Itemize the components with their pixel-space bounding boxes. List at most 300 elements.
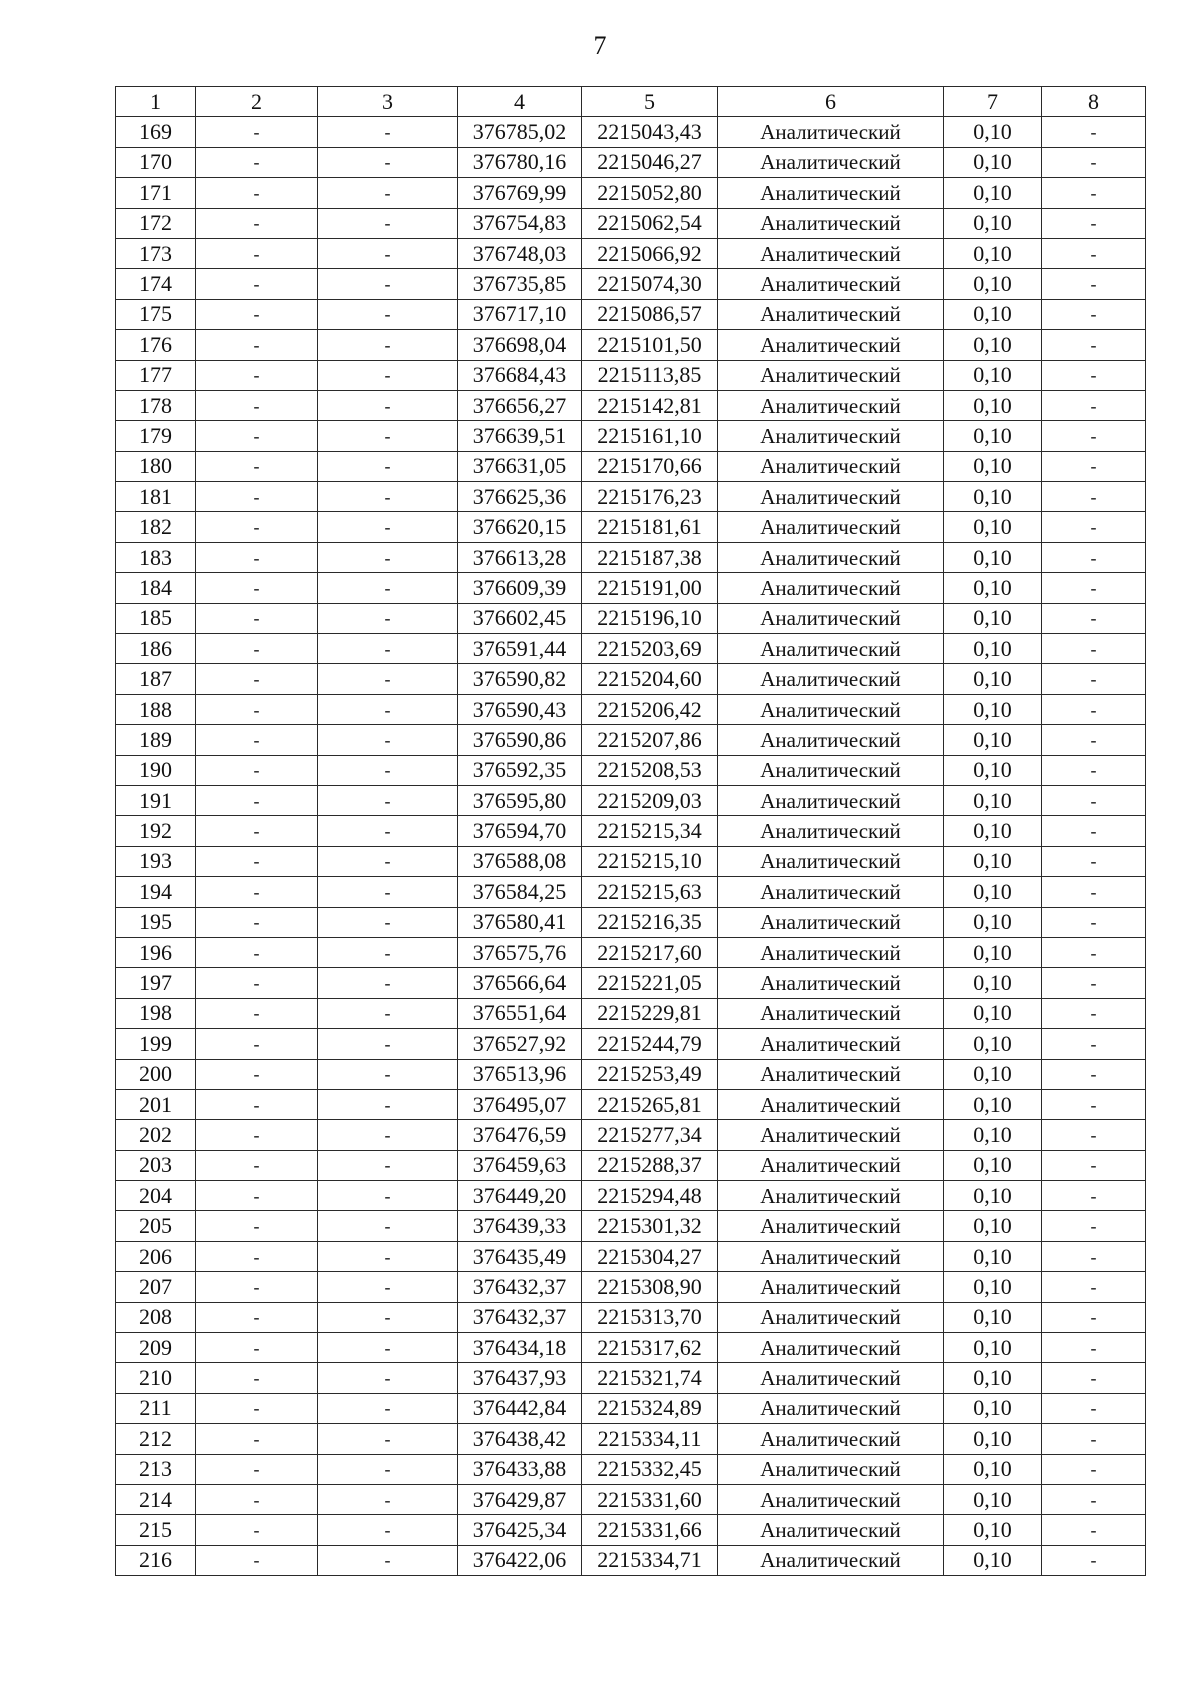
cell-y-coordinate: 2215216,35	[582, 907, 718, 937]
cell-point-number: 216	[116, 1545, 196, 1575]
cell-col-3: -	[318, 269, 458, 299]
cell-col-3: -	[318, 634, 458, 664]
cell-accuracy: 0,10	[944, 299, 1042, 329]
cell-y-coordinate: 2215043,43	[582, 117, 718, 147]
cell-accuracy: 0,10	[944, 968, 1042, 998]
column-header: 4	[458, 87, 582, 117]
cell-x-coordinate: 376551,64	[458, 998, 582, 1028]
table-row	[116, 512, 1146, 542]
table-row	[116, 816, 1146, 846]
cell-col-3: -	[318, 390, 458, 420]
cell-col-2: -	[196, 1241, 318, 1271]
cell-method: Аналитический	[718, 1181, 944, 1211]
cell-point-number: 212	[116, 1424, 196, 1454]
cell-accuracy: 0,10	[944, 269, 1042, 299]
cell-accuracy: 0,10	[944, 1393, 1042, 1423]
cell-x-coordinate: 376590,82	[458, 664, 582, 694]
cell-y-coordinate: 2215206,42	[582, 694, 718, 724]
cell-col-2: -	[196, 1029, 318, 1059]
column-header: 8	[1042, 87, 1146, 117]
cell-y-coordinate: 2215294,48	[582, 1181, 718, 1211]
table-row	[116, 937, 1146, 967]
cell-y-coordinate: 2215204,60	[582, 664, 718, 694]
cell-col-8: -	[1042, 785, 1146, 815]
cell-col-2: -	[196, 725, 318, 755]
cell-col-2: -	[196, 664, 318, 694]
cell-col-3: -	[318, 451, 458, 481]
cell-y-coordinate: 2215253,49	[582, 1059, 718, 1089]
cell-accuracy: 0,10	[944, 634, 1042, 664]
cell-point-number: 195	[116, 907, 196, 937]
cell-x-coordinate: 376748,03	[458, 238, 582, 268]
cell-col-3: -	[318, 238, 458, 268]
cell-y-coordinate: 2215187,38	[582, 542, 718, 572]
cell-x-coordinate: 376588,08	[458, 846, 582, 876]
cell-method: Аналитический	[718, 1454, 944, 1484]
cell-y-coordinate: 2215181,61	[582, 512, 718, 542]
cell-col-2: -	[196, 117, 318, 147]
cell-col-8: -	[1042, 390, 1146, 420]
cell-x-coordinate: 376780,16	[458, 147, 582, 177]
table-row	[116, 725, 1146, 755]
cell-point-number: 174	[116, 269, 196, 299]
cell-x-coordinate: 376620,15	[458, 512, 582, 542]
cell-method: Аналитический	[718, 634, 944, 664]
cell-point-number: 172	[116, 208, 196, 238]
cell-method: Аналитический	[718, 299, 944, 329]
cell-accuracy: 0,10	[944, 360, 1042, 390]
cell-col-8: -	[1042, 1484, 1146, 1514]
table-row	[116, 1302, 1146, 1332]
table-row	[116, 1150, 1146, 1180]
table-row	[116, 755, 1146, 785]
cell-col-8: -	[1042, 1181, 1146, 1211]
cell-col-2: -	[196, 1393, 318, 1423]
cell-x-coordinate: 376513,96	[458, 1059, 582, 1089]
column-header: 7	[944, 87, 1042, 117]
cell-col-3: -	[318, 178, 458, 208]
cell-accuracy: 0,10	[944, 1333, 1042, 1363]
cell-y-coordinate: 2215324,89	[582, 1393, 718, 1423]
cell-accuracy: 0,10	[944, 330, 1042, 360]
cell-method: Аналитический	[718, 542, 944, 572]
cell-method: Аналитический	[718, 178, 944, 208]
cell-y-coordinate: 2215203,69	[582, 634, 718, 664]
cell-col-8: -	[1042, 755, 1146, 785]
cell-x-coordinate: 376625,36	[458, 482, 582, 512]
cell-col-3: -	[318, 573, 458, 603]
table-row	[116, 634, 1146, 664]
cell-accuracy: 0,10	[944, 998, 1042, 1028]
cell-method: Аналитический	[718, 1241, 944, 1271]
cell-col-3: -	[318, 846, 458, 876]
cell-col-2: -	[196, 299, 318, 329]
cell-col-3: -	[318, 1089, 458, 1119]
cell-col-2: -	[196, 178, 318, 208]
cell-y-coordinate: 2215215,34	[582, 816, 718, 846]
cell-col-8: -	[1042, 1333, 1146, 1363]
cell-method: Аналитический	[718, 208, 944, 238]
cell-y-coordinate: 2215086,57	[582, 299, 718, 329]
cell-col-3: -	[318, 664, 458, 694]
cell-y-coordinate: 2215062,54	[582, 208, 718, 238]
table-row	[116, 117, 1146, 147]
table-row	[116, 846, 1146, 876]
cell-y-coordinate: 2215321,74	[582, 1363, 718, 1393]
cell-col-2: -	[196, 451, 318, 481]
cell-accuracy: 0,10	[944, 816, 1042, 846]
cell-point-number: 187	[116, 664, 196, 694]
cell-x-coordinate: 376639,51	[458, 421, 582, 451]
cell-col-2: -	[196, 816, 318, 846]
cell-col-8: -	[1042, 1363, 1146, 1393]
cell-col-2: -	[196, 1454, 318, 1484]
table-row	[116, 998, 1146, 1028]
cell-point-number: 215	[116, 1515, 196, 1545]
cell-col-8: -	[1042, 1272, 1146, 1302]
cell-x-coordinate: 376656,27	[458, 390, 582, 420]
cell-method: Аналитический	[718, 725, 944, 755]
cell-point-number: 205	[116, 1211, 196, 1241]
cell-point-number: 192	[116, 816, 196, 846]
cell-x-coordinate: 376735,85	[458, 269, 582, 299]
cell-y-coordinate: 2215217,60	[582, 937, 718, 967]
cell-method: Аналитический	[718, 1272, 944, 1302]
cell-y-coordinate: 2215301,32	[582, 1211, 718, 1241]
cell-col-2: -	[196, 330, 318, 360]
cell-col-8: -	[1042, 634, 1146, 664]
cell-x-coordinate: 376433,88	[458, 1454, 582, 1484]
cell-accuracy: 0,10	[944, 937, 1042, 967]
cell-x-coordinate: 376442,84	[458, 1393, 582, 1423]
cell-accuracy: 0,10	[944, 1272, 1042, 1302]
cell-accuracy: 0,10	[944, 573, 1042, 603]
cell-col-3: -	[318, 1363, 458, 1393]
cell-col-2: -	[196, 998, 318, 1028]
cell-method: Аналитический	[718, 816, 944, 846]
cell-y-coordinate: 2215196,10	[582, 603, 718, 633]
cell-col-2: -	[196, 937, 318, 967]
cell-accuracy: 0,10	[944, 482, 1042, 512]
table-row	[116, 785, 1146, 815]
cell-accuracy: 0,10	[944, 907, 1042, 937]
cell-point-number: 175	[116, 299, 196, 329]
cell-y-coordinate: 2215313,70	[582, 1302, 718, 1332]
cell-point-number: 213	[116, 1454, 196, 1484]
cell-col-2: -	[196, 269, 318, 299]
cell-y-coordinate: 2215331,60	[582, 1484, 718, 1514]
cell-y-coordinate: 2215101,50	[582, 330, 718, 360]
table-row	[116, 542, 1146, 572]
cell-x-coordinate: 376422,06	[458, 1545, 582, 1575]
cell-point-number: 194	[116, 877, 196, 907]
cell-accuracy: 0,10	[944, 1089, 1042, 1119]
cell-point-number: 184	[116, 573, 196, 603]
cell-col-3: -	[318, 299, 458, 329]
cell-col-2: -	[196, 147, 318, 177]
cell-col-8: -	[1042, 725, 1146, 755]
cell-method: Аналитический	[718, 1484, 944, 1514]
cell-col-8: -	[1042, 482, 1146, 512]
cell-x-coordinate: 376429,87	[458, 1484, 582, 1514]
cell-point-number: 190	[116, 755, 196, 785]
cell-col-2: -	[196, 1515, 318, 1545]
cell-col-8: -	[1042, 147, 1146, 177]
column-header: 6	[718, 87, 944, 117]
cell-col-2: -	[196, 1150, 318, 1180]
cell-accuracy: 0,10	[944, 1120, 1042, 1150]
cell-col-8: -	[1042, 998, 1146, 1028]
cell-col-2: -	[196, 238, 318, 268]
header-row	[116, 87, 1146, 117]
cell-col-8: -	[1042, 816, 1146, 846]
cell-col-3: -	[318, 1059, 458, 1089]
cell-col-3: -	[318, 785, 458, 815]
cell-accuracy: 0,10	[944, 1211, 1042, 1241]
cell-y-coordinate: 2215308,90	[582, 1272, 718, 1302]
cell-col-2: -	[196, 1302, 318, 1332]
cell-x-coordinate: 376449,20	[458, 1181, 582, 1211]
cell-col-8: -	[1042, 421, 1146, 451]
cell-x-coordinate: 376613,28	[458, 542, 582, 572]
table-row	[116, 1211, 1146, 1241]
cell-x-coordinate: 376591,44	[458, 634, 582, 664]
table-row	[116, 299, 1146, 329]
cell-col-2: -	[196, 542, 318, 572]
cell-accuracy: 0,10	[944, 421, 1042, 451]
cell-accuracy: 0,10	[944, 1515, 1042, 1545]
cell-method: Аналитический	[718, 1545, 944, 1575]
table-row	[116, 1120, 1146, 1150]
cell-col-2: -	[196, 512, 318, 542]
cell-point-number: 198	[116, 998, 196, 1028]
cell-col-8: -	[1042, 1029, 1146, 1059]
cell-col-8: -	[1042, 1545, 1146, 1575]
cell-x-coordinate: 376594,70	[458, 816, 582, 846]
cell-col-3: -	[318, 1333, 458, 1363]
cell-y-coordinate: 2215066,92	[582, 238, 718, 268]
cell-point-number: 169	[116, 117, 196, 147]
table-row	[116, 1545, 1146, 1575]
column-header: 5	[582, 87, 718, 117]
cell-col-8: -	[1042, 238, 1146, 268]
cell-col-3: -	[318, 907, 458, 937]
cell-col-2: -	[196, 694, 318, 724]
cell-col-3: -	[318, 117, 458, 147]
cell-col-2: -	[196, 1059, 318, 1089]
cell-col-3: -	[318, 147, 458, 177]
cell-accuracy: 0,10	[944, 877, 1042, 907]
cell-method: Аналитический	[718, 330, 944, 360]
cell-method: Аналитический	[718, 1302, 944, 1332]
cell-col-2: -	[196, 1211, 318, 1241]
cell-point-number: 171	[116, 178, 196, 208]
cell-x-coordinate: 376527,92	[458, 1029, 582, 1059]
cell-method: Аналитический	[718, 1089, 944, 1119]
cell-col-3: -	[318, 1545, 458, 1575]
table-row	[116, 1484, 1146, 1514]
cell-x-coordinate: 376769,99	[458, 178, 582, 208]
table-row	[116, 421, 1146, 451]
cell-x-coordinate: 376575,76	[458, 937, 582, 967]
cell-method: Аналитический	[718, 1393, 944, 1423]
cell-col-2: -	[196, 1089, 318, 1119]
cell-y-coordinate: 2215304,27	[582, 1241, 718, 1271]
cell-y-coordinate: 2215209,03	[582, 785, 718, 815]
cell-col-3: -	[318, 482, 458, 512]
cell-x-coordinate: 376437,93	[458, 1363, 582, 1393]
cell-accuracy: 0,10	[944, 390, 1042, 420]
table-row	[116, 1515, 1146, 1545]
cell-x-coordinate: 376717,10	[458, 299, 582, 329]
cell-point-number: 180	[116, 451, 196, 481]
cell-method: Аналитический	[718, 755, 944, 785]
cell-col-8: -	[1042, 1454, 1146, 1484]
cell-col-3: -	[318, 1150, 458, 1180]
cell-col-2: -	[196, 603, 318, 633]
cell-col-8: -	[1042, 299, 1146, 329]
cell-method: Аналитический	[718, 664, 944, 694]
table-row	[116, 1089, 1146, 1119]
cell-point-number: 202	[116, 1120, 196, 1150]
cell-method: Аналитический	[718, 968, 944, 998]
cell-col-8: -	[1042, 664, 1146, 694]
cell-col-8: -	[1042, 573, 1146, 603]
cell-col-8: -	[1042, 694, 1146, 724]
cell-method: Аналитический	[718, 694, 944, 724]
cell-method: Аналитический	[718, 360, 944, 390]
table-row	[116, 147, 1146, 177]
cell-y-coordinate: 2215208,53	[582, 755, 718, 785]
table-row	[116, 907, 1146, 937]
cell-point-number: 183	[116, 542, 196, 572]
cell-y-coordinate: 2215265,81	[582, 1089, 718, 1119]
cell-method: Аналитический	[718, 1211, 944, 1241]
cell-x-coordinate: 376459,63	[458, 1150, 582, 1180]
cell-accuracy: 0,10	[944, 1181, 1042, 1211]
cell-point-number: 199	[116, 1029, 196, 1059]
cell-point-number: 177	[116, 360, 196, 390]
cell-x-coordinate: 376631,05	[458, 451, 582, 481]
cell-col-3: -	[318, 208, 458, 238]
cell-col-3: -	[318, 968, 458, 998]
table-row	[116, 1424, 1146, 1454]
cell-col-3: -	[318, 1393, 458, 1423]
cell-y-coordinate: 2215332,45	[582, 1454, 718, 1484]
cell-col-8: -	[1042, 208, 1146, 238]
cell-accuracy: 0,10	[944, 117, 1042, 147]
cell-col-3: -	[318, 1302, 458, 1332]
cell-point-number: 200	[116, 1059, 196, 1089]
cell-point-number: 214	[116, 1484, 196, 1514]
cell-method: Аналитический	[718, 1333, 944, 1363]
cell-col-2: -	[196, 573, 318, 603]
cell-col-2: -	[196, 634, 318, 664]
cell-x-coordinate: 376495,07	[458, 1089, 582, 1119]
cell-col-3: -	[318, 1181, 458, 1211]
cell-accuracy: 0,10	[944, 664, 1042, 694]
cell-x-coordinate: 376584,25	[458, 877, 582, 907]
cell-col-2: -	[196, 1181, 318, 1211]
cell-point-number: 176	[116, 330, 196, 360]
cell-col-8: -	[1042, 330, 1146, 360]
cell-y-coordinate: 2215142,81	[582, 390, 718, 420]
cell-point-number: 179	[116, 421, 196, 451]
cell-col-2: -	[196, 208, 318, 238]
cell-method: Аналитический	[718, 1515, 944, 1545]
cell-col-3: -	[318, 937, 458, 967]
cell-col-8: -	[1042, 360, 1146, 390]
cell-y-coordinate: 2215331,66	[582, 1515, 718, 1545]
cell-point-number: 204	[116, 1181, 196, 1211]
cell-col-2: -	[196, 1545, 318, 1575]
cell-y-coordinate: 2215221,05	[582, 968, 718, 998]
cell-y-coordinate: 2215244,79	[582, 1029, 718, 1059]
cell-x-coordinate: 376698,04	[458, 330, 582, 360]
table-row	[116, 968, 1146, 998]
cell-accuracy: 0,10	[944, 208, 1042, 238]
cell-col-3: -	[318, 1241, 458, 1271]
cell-col-8: -	[1042, 877, 1146, 907]
coordinates-table	[115, 86, 1146, 1576]
cell-col-8: -	[1042, 1059, 1146, 1089]
table-row	[116, 1333, 1146, 1363]
cell-col-8: -	[1042, 1424, 1146, 1454]
cell-col-3: -	[318, 1424, 458, 1454]
cell-method: Аналитический	[718, 573, 944, 603]
cell-col-2: -	[196, 360, 318, 390]
cell-accuracy: 0,10	[944, 725, 1042, 755]
cell-col-3: -	[318, 421, 458, 451]
cell-x-coordinate: 376425,34	[458, 1515, 582, 1545]
cell-col-2: -	[196, 1272, 318, 1302]
cell-col-3: -	[318, 330, 458, 360]
cell-col-2: -	[196, 785, 318, 815]
cell-point-number: 178	[116, 390, 196, 420]
cell-col-2: -	[196, 390, 318, 420]
cell-y-coordinate: 2215215,10	[582, 846, 718, 876]
cell-method: Аналитический	[718, 1363, 944, 1393]
cell-col-2: -	[196, 877, 318, 907]
cell-accuracy: 0,10	[944, 451, 1042, 481]
table-row	[116, 1272, 1146, 1302]
cell-col-8: -	[1042, 117, 1146, 147]
cell-point-number: 210	[116, 1363, 196, 1393]
cell-point-number: 173	[116, 238, 196, 268]
cell-accuracy: 0,10	[944, 178, 1042, 208]
cell-x-coordinate: 376432,37	[458, 1302, 582, 1332]
table-row	[116, 1393, 1146, 1423]
cell-x-coordinate: 376566,64	[458, 968, 582, 998]
cell-x-coordinate: 376684,43	[458, 360, 582, 390]
cell-col-2: -	[196, 1484, 318, 1514]
column-header: 2	[196, 87, 318, 117]
cell-col-2: -	[196, 755, 318, 785]
cell-y-coordinate: 2215176,23	[582, 482, 718, 512]
cell-x-coordinate: 376592,35	[458, 755, 582, 785]
cell-col-3: -	[318, 755, 458, 785]
cell-y-coordinate: 2215215,63	[582, 877, 718, 907]
cell-col-3: -	[318, 998, 458, 1028]
cell-col-8: -	[1042, 1393, 1146, 1423]
cell-method: Аналитический	[718, 998, 944, 1028]
cell-x-coordinate: 376609,39	[458, 573, 582, 603]
cell-method: Аналитический	[718, 907, 944, 937]
cell-accuracy: 0,10	[944, 1424, 1042, 1454]
cell-method: Аналитический	[718, 117, 944, 147]
cell-y-coordinate: 2215046,27	[582, 147, 718, 177]
cell-accuracy: 0,10	[944, 1363, 1042, 1393]
